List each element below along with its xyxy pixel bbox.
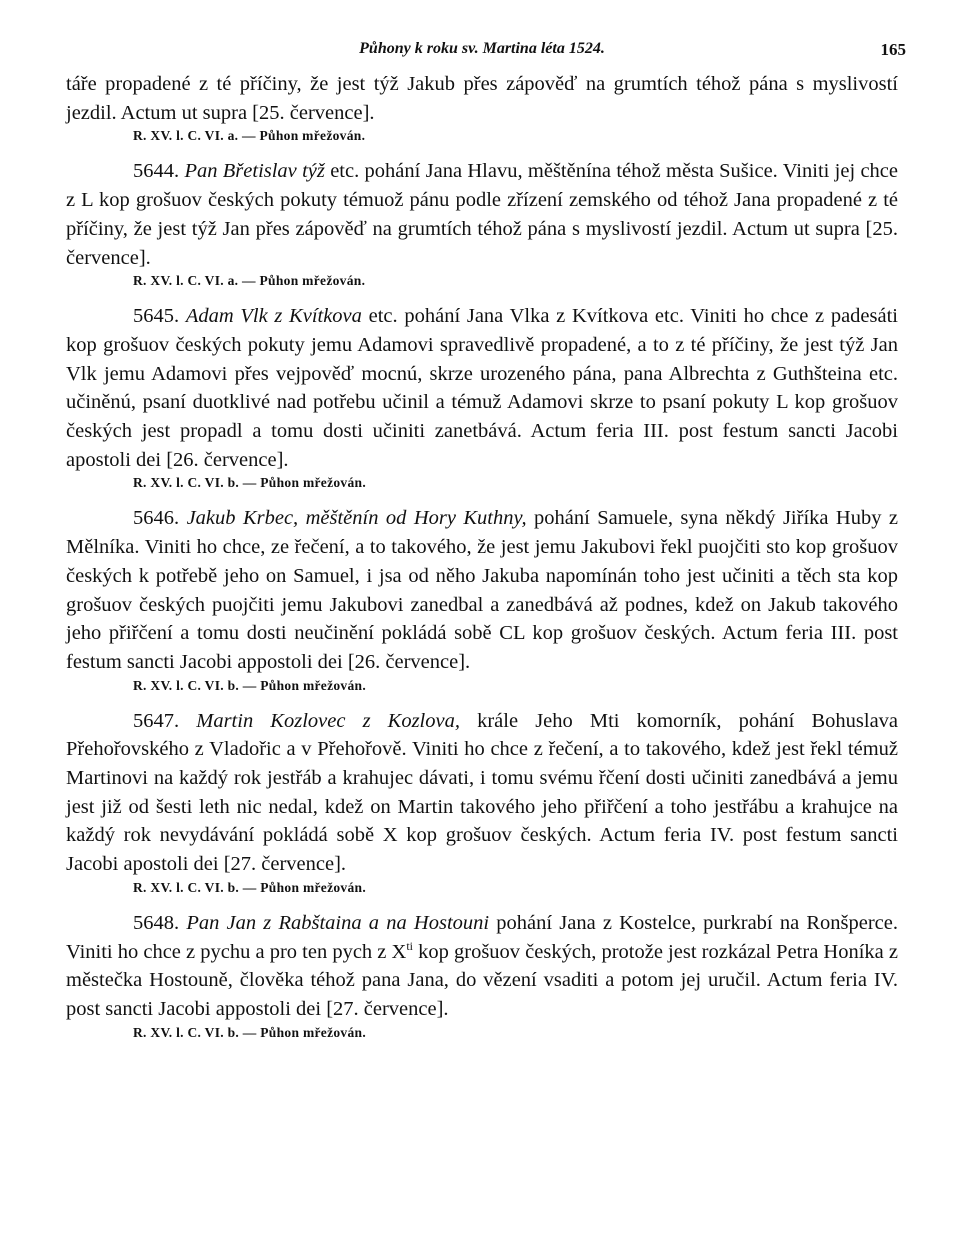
intro-signature: R. XV. l. C. VI. a. — Půhon mřežován. <box>133 128 366 144</box>
entry-5648 <box>66 909 898 1024</box>
page-header <box>66 36 906 70</box>
entry-text: etc. pohání Jana Hlavu, měštěnína téhož města Sušice. Viniti jej chce z L kop grošuov českých pokuty témuož pánu podle zřízení zemského od téhož Jana propadené z té příčiny, že jest týž Jan přes zápověď na grumtích téhož pána s myslivostí jezdil. Actum ut supra [25. července]. <box>66 160 899 269</box>
page-number: 165 <box>880 40 906 59</box>
entry-name: Pan Jan z Rabštaina a na Hostouni <box>186 911 490 934</box>
entry-text: krále Jeho Mti komorník, pohání Bohuslava Přehořovského z Vladořic a v Přehořově. Viniti ho chce z řečení, a to takového, kdež jest řekl témuž Martinovi na každý rok jestřáb a krahujec dávati, i tomu svému řčení dosti učiniti zanedbává a jemu jest již od šesti leth nic nedal, kdež on Martin takového jeho přiřčení a toho jestřábu a krahujce na každý rok nevydávání pokládá sobě X kop grošuov českých. Actum feria IV. post festum sancti Jacobi apostoli dei [27. července]. <box>66 709 899 876</box>
intro-paragraph: táře propadené z té příčiny, že jest týž Jakub přes zápověď na grumtích téhož pána s myslivostí jezdil. Actum ut supra [25. července]. <box>66 73 898 124</box>
entry-name: Pan Břetislav týž <box>184 160 325 183</box>
entry-signature: R. XV. l. C. VI. b. — Půhon mřežován. <box>133 677 366 693</box>
entry-text: etc. pohání Jana Vlka z Kvítkova etc. Viniti ho chce z padesáti kop grošuov českých pokuty jemu Adamovi spravedlivě propadené, a to z té příčiny, že jest týž Jan Vlk jemu Adamovi přes vejpověď mocnú, skrze urozeného pána, pana Albrechta z Guthšteina etc. učiněnú, psaní duotklivé nad potřebu učinil a témuž Adamovi skrze to psaní pokuty L kop grošuov českých jest propadl a tomu dosti učiniti zanetbává. Actum feria III. post festum sancti Jacobi apostoli dei [26. července]. <box>66 305 899 471</box>
entry-number: 5648. <box>133 911 180 934</box>
entry-number: 5644. <box>133 160 180 183</box>
entry-signature: R. XV. l. C. VI. b. — Půhon mřežován. <box>133 475 366 491</box>
entry-number: 5645. <box>133 305 180 328</box>
entry-text-continued: kop grošuov českých, protože jest rozkázal Petra Honíka z městečka Hostouně, člověka téhož pana Jana, do vězení vsaditi a potom jej uručil. Actum feria IV. post sancti Jacobi appostoli dei [27. července]. <box>66 940 899 1020</box>
entry-number: 5647. <box>133 709 180 732</box>
entry-text: pohání Jana z Kostelce, purkrabí na Ronšperce. Viniti ho chce z pychu a pro ten pych z X <box>66 911 898 963</box>
superscript: ti <box>406 938 413 953</box>
entry-name: Martin Kozlovec z Kozlova, <box>196 709 460 732</box>
entry-5646 <box>66 504 898 676</box>
entry-5645 <box>66 302 898 474</box>
entry-5647 <box>66 707 898 879</box>
entry-name: Adam Vlk z Kvítkova <box>185 305 362 328</box>
document-page <box>66 36 906 1054</box>
entry-signature: R. XV. l. C. VI. b. — Půhon mřežován. <box>133 879 366 895</box>
entry-text: pohání Samuele, syna někdý Jiříka Huby z Mělníka. Viniti ho chce, ze řečení, a to takového, že jest jemu Jakubovi řekl puojčiti sto kop grošuov českých k potřebě jeho on Samuel, i jsa od něho Jakuba napomínán toho jest učiniti a těch sta kop grošuov českých puojčiti jemu Jakubovi zanedbal a zanedbává až podnes, kdež on Jakub takového jeho přiřčení a tomu dosti neučinění pokládá sobě CL kop grošuov českých. Actum feria III. post festum sancti Jacobi appostoli dei [26. července]. <box>66 507 899 673</box>
entry-signature: R. XV. l. C. VI. b. — Půhon mřežován. <box>133 1024 366 1040</box>
running-title: Půhony k roku sv. Martina léta 1524. <box>359 40 605 57</box>
entry-name: Jakub Krbec, měštěnín od Hory Kuthny, <box>186 507 527 530</box>
entry-number: 5646. <box>133 507 180 530</box>
entry-signature: R. XV. l. C. VI. a. — Půhon mřežován. <box>133 273 366 289</box>
entry-5644 <box>66 157 898 272</box>
